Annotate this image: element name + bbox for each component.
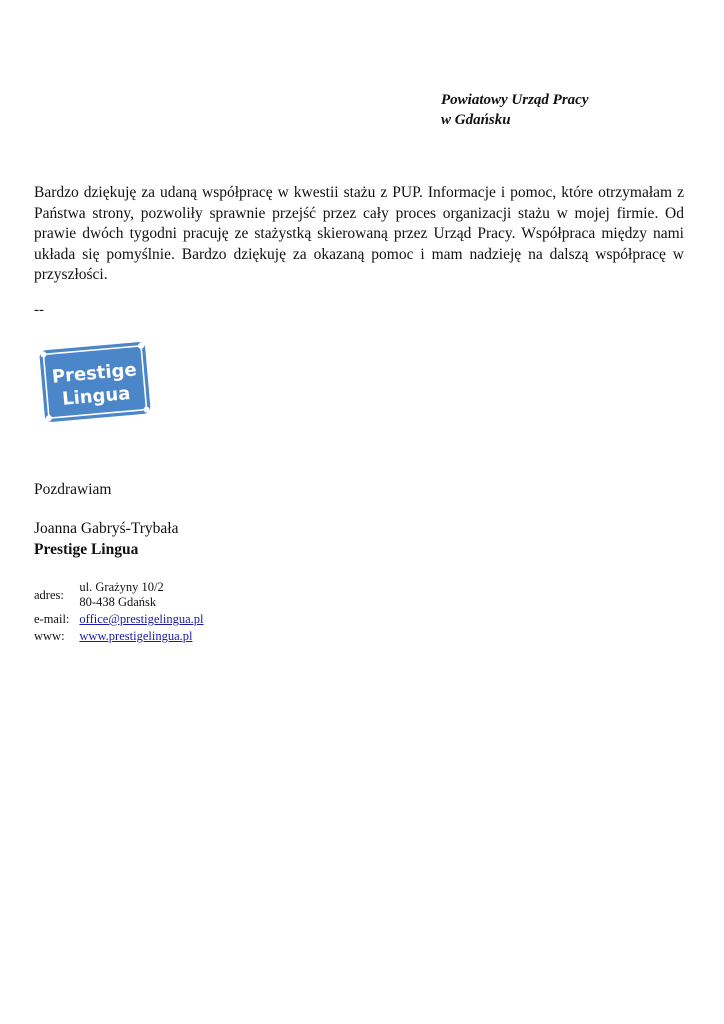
address-line-2: 80-438 Gdańsk — [79, 595, 157, 609]
signature-company: Prestige Lingua — [34, 541, 139, 558]
closing-greeting: Pozdrawiam — [34, 481, 112, 498]
letter-body: Bardzo dziękuję za udaną współpracę w kwestii stażu z PUP. Informacje i pomoc, które otrzymałam z Państwa strony, pozwoliły sprawnie przejść przez cały proces organizacji stażu w mojej firmie. Od prawie dwóch tygodni pracuję ze stażystką skierowaną przez Urząd Pracy. Współpraca między nami układa się pomyślnie. Bardzo dziękuję za okazaną pomoc i mam nadzieję na dalszą współpracę w przyszłości. — [34, 184, 684, 284]
signature-separator: -- — [34, 302, 44, 318]
www-label: www: — [34, 629, 65, 643]
email-cell — [79, 612, 207, 629]
logo-text-line-2: Lingua — [61, 383, 132, 410]
email-link[interactable]: office@prestigelingua.pl — [79, 612, 204, 626]
recipient-line-2: w Gdańsku — [441, 112, 511, 128]
recipient-line-1: Powiatowy Urząd Pracy — [441, 92, 589, 108]
address-value — [79, 580, 207, 612]
contact-row-address — [34, 580, 208, 612]
address-line-1: ul. Grażyny 10/2 — [79, 580, 164, 594]
logo-graphic — [36, 336, 154, 428]
prestige-lingua-logo — [36, 336, 154, 428]
email-label: e-mail: — [34, 612, 70, 626]
signature-name: Joanna Gabryś-Trybała — [34, 520, 179, 537]
contact-row-email — [34, 612, 208, 629]
recipient-block — [441, 90, 589, 130]
contact-table — [34, 580, 208, 646]
www-cell — [79, 629, 207, 646]
address-label: adres: — [34, 587, 64, 602]
logo-text-line-1: Prestige — [51, 359, 138, 388]
contact-row-www — [34, 629, 208, 646]
website-link[interactable]: www.prestigelingua.pl — [79, 629, 193, 643]
